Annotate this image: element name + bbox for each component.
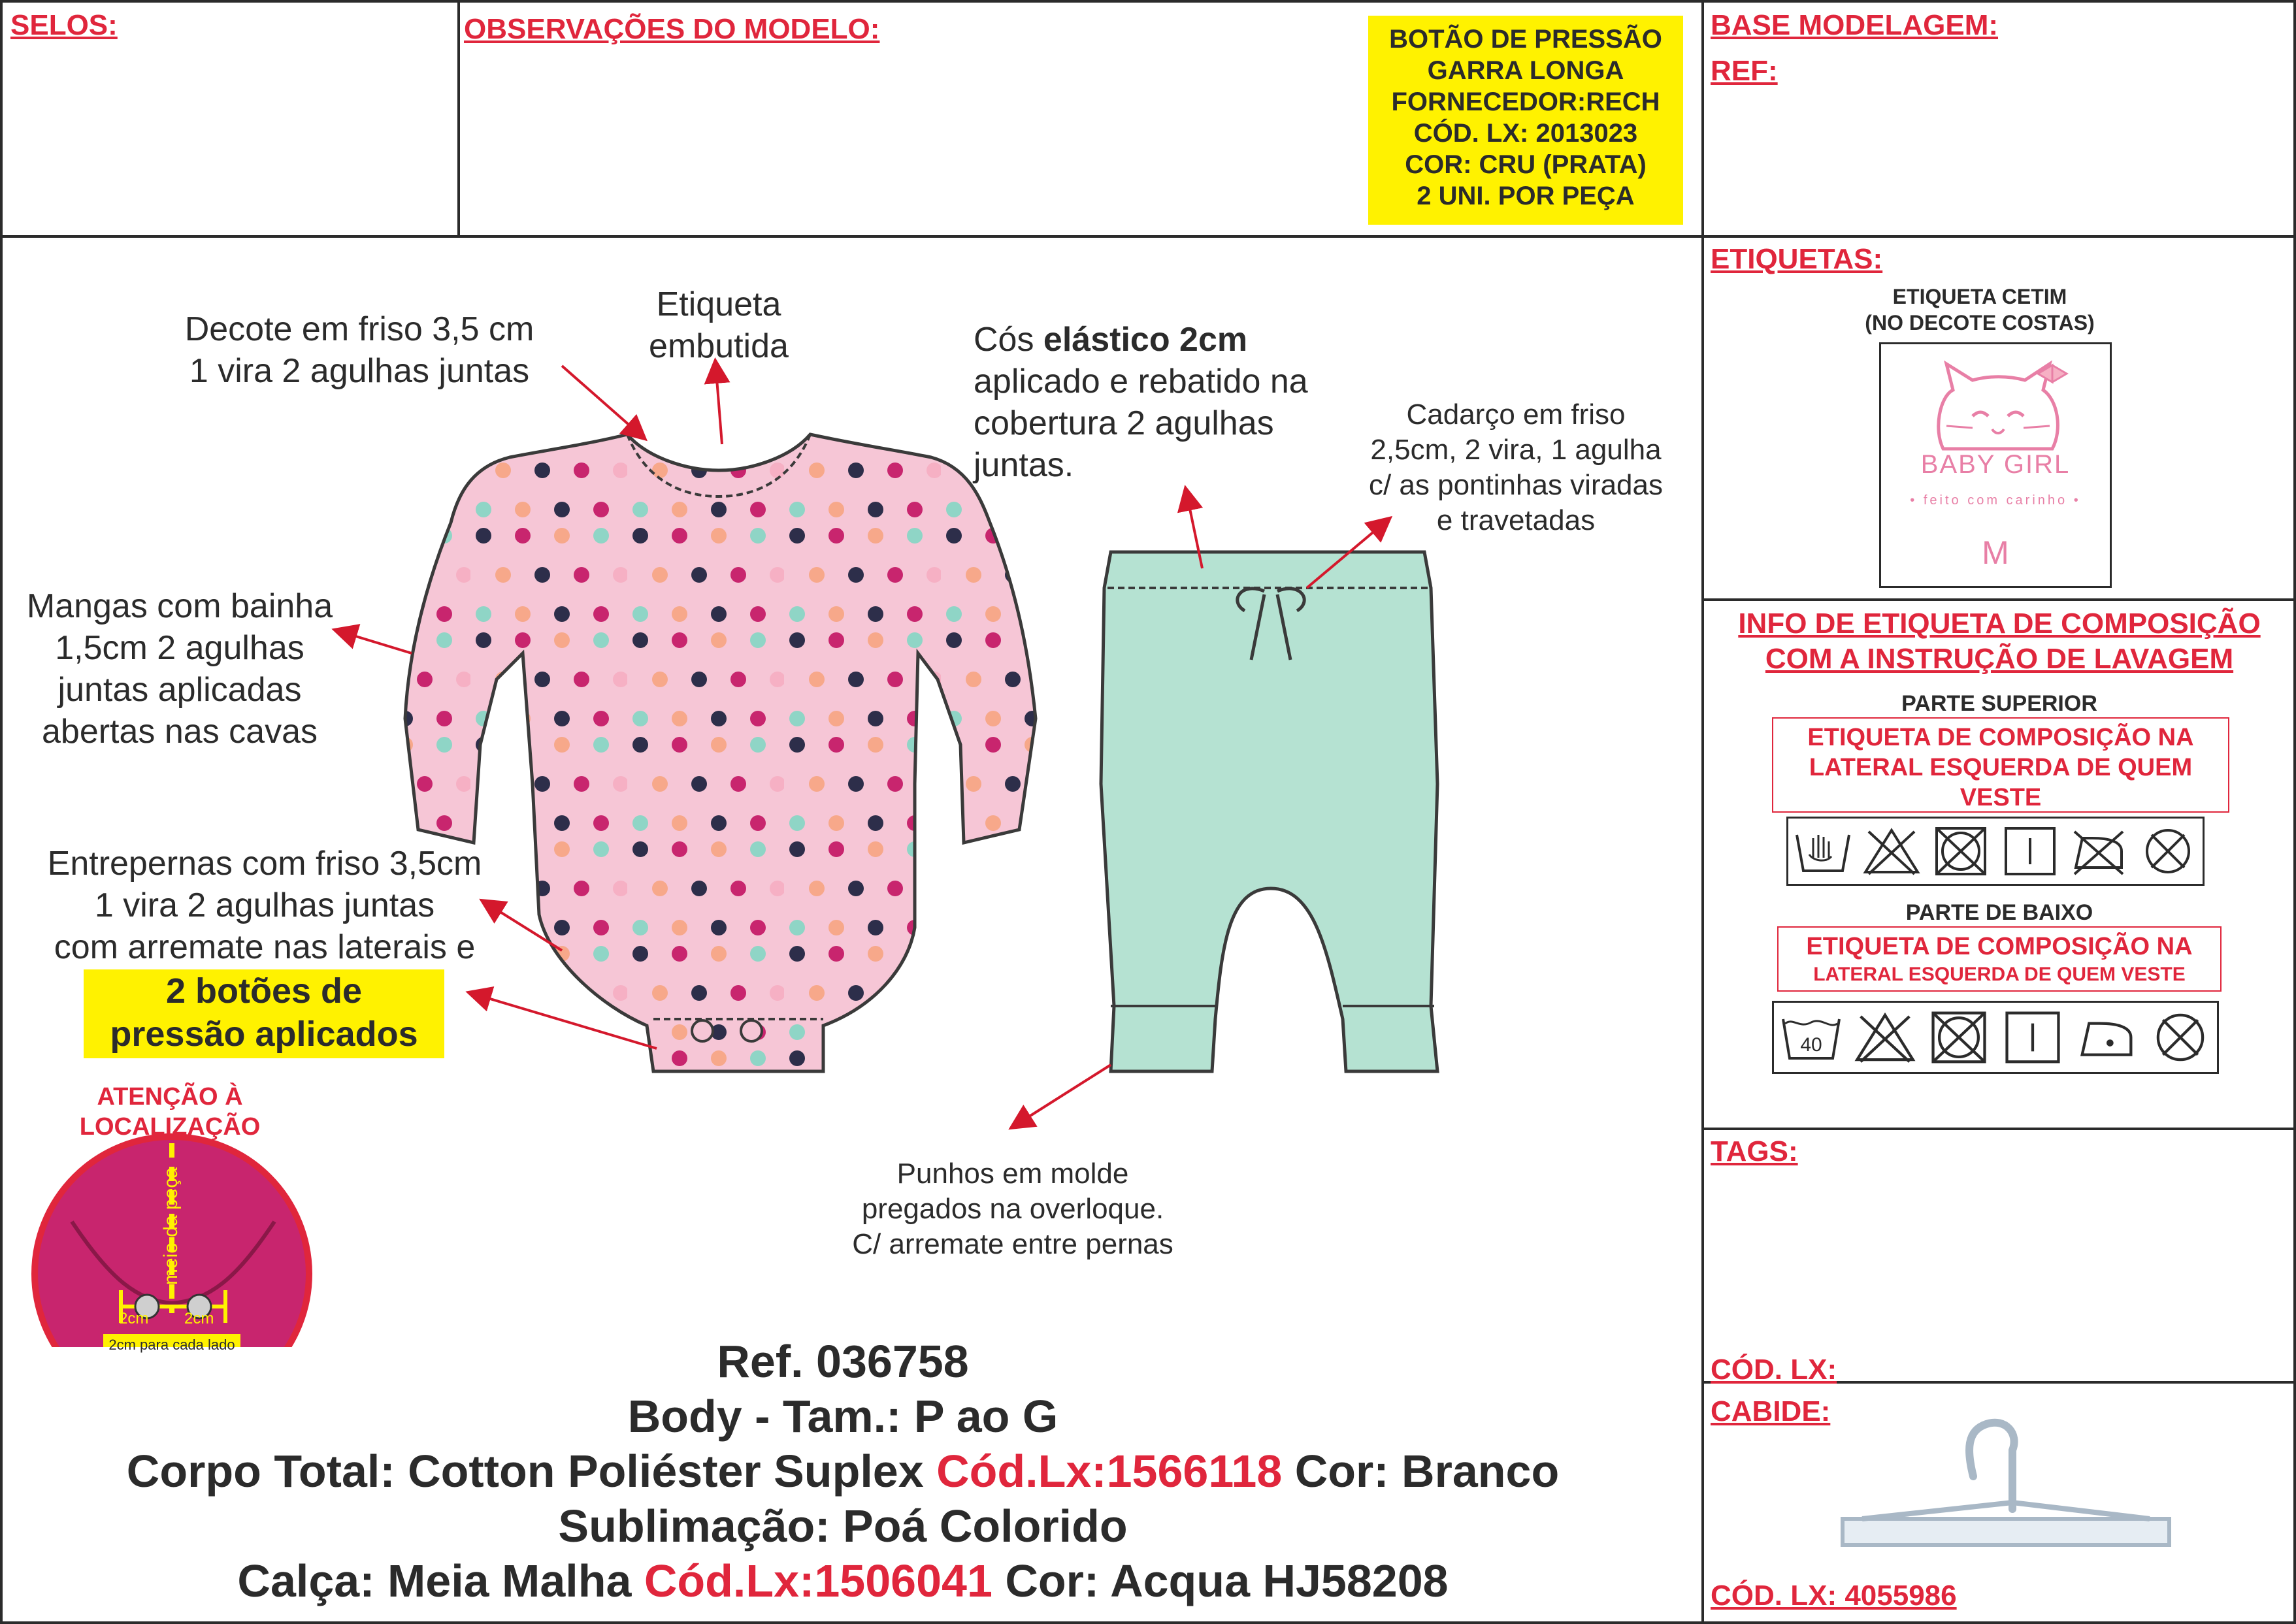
divider-selos [457,0,460,236]
button-info-line: 2 UNI. POR PEÇA [1417,182,1635,210]
cadarco-note [1346,397,1686,538]
baixo-text-line: ETIQUETA DE COMPOSIÇÃO NA [1806,933,2193,960]
wash-40-icon [1780,1009,1843,1065]
cos-bold: elástico 2cm [1043,321,1248,359]
no-bleach-icon [1854,1009,1916,1065]
care-symbols-upper [1786,817,2205,886]
line-dry-icon [2001,825,2059,877]
entrepernas-line: Entrepernas com friso 3,5cm [47,845,482,883]
atencao-line: LOCALIZAÇÃO [79,1113,261,1141]
parte-superior-label: PARTE SUPERIOR [1901,691,2097,716]
detail-2cm-left: 2cm [119,1310,149,1327]
cos-note [974,319,1308,486]
etiquetas-header: ETIQUETAS: [1711,243,1883,275]
decote-line: Decote em friso 3,5 cm [184,310,534,348]
botoes-line: 2 botões de [165,971,363,1011]
entrepernas-line: 1 vira 2 agulhas juntas [94,886,435,924]
no-bleach-icon [1862,825,1921,877]
selos-header: SELOS: [10,9,118,41]
satin-label [1879,342,2112,588]
detail-2cm-right: 2cm [184,1310,214,1327]
cabide-header: CABIDE: [1711,1395,1831,1427]
button-info-line: BOTÃO DE PRESSÃO [1389,25,1662,54]
footer-calca-code: Cód.Lx:1506041 [644,1555,992,1606]
body-drawing [405,434,1036,1071]
line-dry-icon [2001,1009,2064,1065]
divider-composicao [1701,598,2296,601]
button-info-line: GARRA LONGA [1427,56,1624,85]
pants-drawing [1101,552,1437,1071]
no-dry-clean-icon [2139,825,2197,877]
cod-lx-cabide: CÓD. LX: 4055986 [1711,1580,1957,1612]
label-brand: BABY GIRL [1920,450,2071,479]
hanger-icon [1823,1405,2189,1561]
no-iron-icon [2069,825,2128,877]
footer-calca-color: Cor: Acqua HJ58208 [992,1555,1449,1606]
cadarco-line: e travetadas [1436,504,1596,536]
atencao-line: ATENÇÃO À [97,1083,243,1111]
footer-corpo-color: Cor: Branco [1282,1446,1560,1497]
etiqueta-note [627,284,810,367]
cos-prefix: Cós [974,321,1043,359]
button-info-line: COR: CRU (PRATA) [1405,150,1647,179]
iron-low-icon [2075,1009,2138,1065]
botoes-highlight [84,969,444,1058]
footer-corpo-code: Cód.Lx:1566118 [936,1446,1283,1497]
footer-corpo-text: Corpo Total: Cotton Poliéster Suplex [126,1446,937,1497]
entrepernas-note [13,843,516,968]
no-tumble-dry-icon [1927,1009,1990,1065]
decote-line: 1 vira 2 agulhas juntas [189,352,530,390]
cos-line: aplicado e rebatido na [974,363,1308,400]
cos-line: juntas. [974,446,1074,484]
punhos-line: Punhos em molde [896,1158,1129,1190]
superior-text-line: VESTE [1960,784,2042,811]
baixo-text-line: LATERAL ESQUERDA DE QUEM VESTE [1813,964,2186,985]
footer-body: Body - Tam.: P ao G [627,1391,1058,1442]
detail-meio-label: meio da peça [160,1167,182,1286]
observacoes-header: OBSERVAÇÕES DO MODELO: [464,13,880,45]
entrepernas-line: com arremate nas laterais e [54,928,476,966]
mangas-line: juntas aplicadas [57,671,302,709]
footer-corpo [39,1445,1647,1497]
footer-sublimacao: Sublimação: Poá Colorido [558,1501,1128,1551]
button-info-line: FORNECEDOR:RECH [1391,88,1660,116]
composicao-title-line: COM A INSTRUÇÃO DE LAVAGEM [1765,643,2234,675]
punhos-line: C/ arremate entre pernas [852,1228,1173,1260]
base-modelagem-header: BASE MODELAGEM: [1711,9,1998,41]
footer-ref: Ref. 036758 [717,1336,969,1387]
punhos-note [817,1156,1209,1262]
wash-temp: 40 [1799,1034,1822,1056]
parte-baixo-label: PARTE DE BAIXO [1905,900,2093,925]
detail-cada-lado: 2cm para cada lado [108,1337,235,1353]
cadarco-line: Cadarço em friso [1406,398,1626,430]
border-top [0,0,2296,3]
superior-text-line: ETIQUETA DE COMPOSIÇÃO NA [1807,724,2194,751]
mangas-line: Mangas com bainha [26,587,333,625]
cod-lx-tags: CÓD. LX: [1711,1354,1837,1386]
border-bottom [0,1621,2296,1624]
parte-baixo-text [1777,926,2222,992]
parte-superior-text [1772,717,2229,813]
no-dry-clean-icon [2149,1009,2212,1065]
botoes-line: pressão aplicados [110,1015,418,1054]
label-tagline: • feito com carinho • [1910,493,2081,508]
composicao-title-line: INFO DE ETIQUETA DE COMPOSIÇÃO [1738,608,2261,640]
mangas-line: 1,5cm 2 agulhas [55,629,304,667]
decote-note [163,308,555,392]
mangas-line: abertas nas cavas [41,713,318,751]
etiqueta-line: Etiqueta [656,285,781,323]
hand-wash-icon [1794,825,1852,877]
cadarco-line: c/ as pontinhas viradas [1368,469,1664,501]
tags-header: TAGS: [1711,1135,1798,1167]
composicao-title [1705,606,2293,677]
button-info-box [1368,16,1683,225]
punhos-line: pregados na overloque. [861,1193,1164,1225]
cadarco-line: 2,5cm, 2 vira, 1 agulha [1370,434,1662,466]
cos-line [974,319,1308,361]
etiqueta-cetim-line: (NO DECOTE COSTAS) [1865,311,2095,334]
cos-line: cobertura 2 agulhas [974,404,1274,442]
label-size: M [1982,534,2009,571]
divider-tags [1701,1128,2296,1130]
etiqueta-cetim-title [1849,284,2110,336]
divider-etiquetas [1701,235,2296,238]
etiqueta-cetim-line: ETIQUETA CETIM [1892,285,2067,308]
mangas-note [7,585,353,753]
footer-calca-text: Calça: Meia Malha [237,1555,644,1606]
no-tumble-dry-icon [1931,825,1990,877]
etiqueta-line: embutida [649,327,789,365]
superior-text-line: LATERAL ESQUERDA DE QUEM [1809,754,2193,781]
ref-header: REF: [1711,55,1778,87]
care-symbols-lower [1772,1001,2219,1074]
button-info-line: CÓD. LX: 2013023 [1413,119,1638,148]
footer-calca [39,1555,1647,1607]
